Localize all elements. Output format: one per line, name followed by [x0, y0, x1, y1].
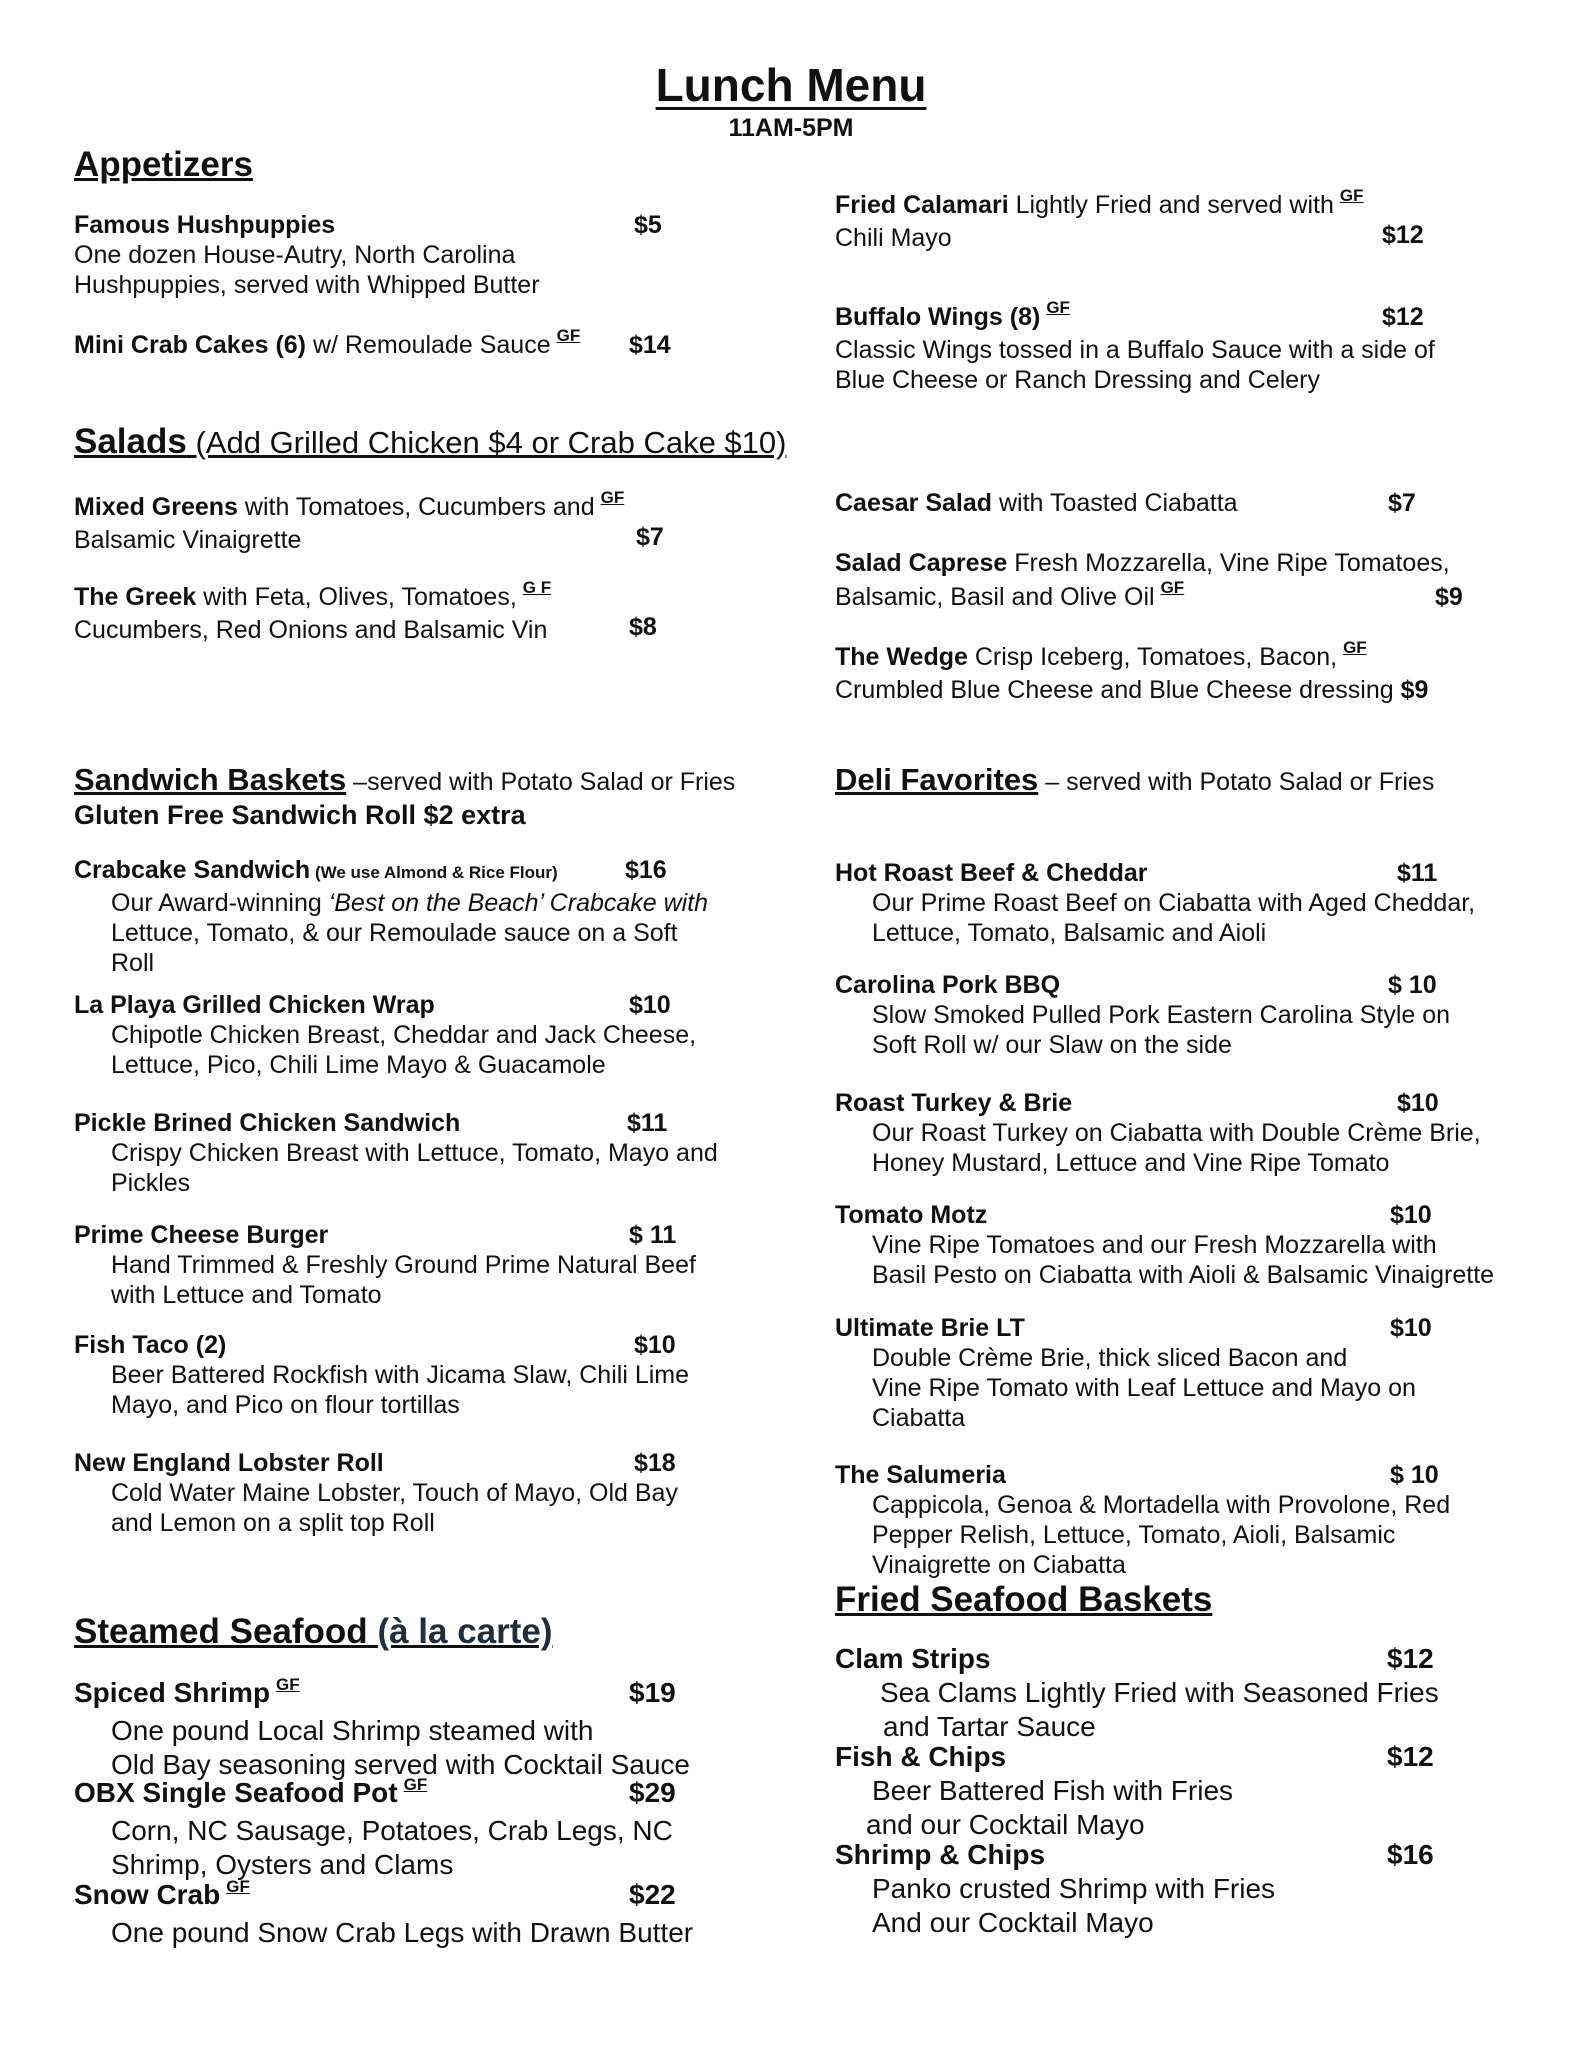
- gf-badge: GF: [226, 1877, 250, 1896]
- item-desc: Our Prime Roast Beef on Ciabatta with Aged Cheddar,: [872, 889, 1476, 917]
- gf-badge: GF: [556, 326, 581, 345]
- item-desc: with Lettuce and Tomato: [111, 1281, 382, 1309]
- item-desc: Sea Clams Lightly Fried with Seasoned Fries: [880, 1677, 1439, 1708]
- item-price: $7: [636, 523, 664, 551]
- item-desc: One pound Snow Crab Legs with Drawn Butter: [111, 1917, 694, 1948]
- item-name: Clam Strips: [835, 1643, 991, 1674]
- item-name: Fish Taco (2): [74, 1331, 227, 1359]
- menu-item-obx-seafood-pot: [74, 1776, 774, 1882]
- item-price: $16: [1387, 1839, 1434, 1870]
- item-name: Fried Calamari: [835, 191, 1009, 219]
- menu-item-mixed-greens: [74, 488, 694, 555]
- item-price: $ 10: [1390, 1461, 1439, 1489]
- item-name: Fish & Chips: [835, 1741, 1007, 1772]
- item-price: $12: [1387, 1741, 1434, 1772]
- item-desc: Cucumbers, Red Onions and Balsamic Vin: [74, 616, 548, 644]
- item-price: $8: [629, 613, 657, 641]
- item-desc: and Tartar Sauce: [883, 1711, 1096, 1742]
- menu-item-buffalo-wings: [835, 298, 1515, 395]
- item-desc: Pepper Relish, Lettuce, Tomato, Aioli, Balsamic: [872, 1521, 1396, 1549]
- menu-item-the-salumeria: [835, 1460, 1535, 1580]
- menu-item-salad-caprese: [835, 548, 1515, 615]
- deli-heading: Deli Favorites: [835, 762, 1039, 797]
- sandwich-sub: –served with Potato Salad or Fries: [346, 768, 736, 796]
- item-desc: Old Bay seasoning served with Cocktail Sauce: [111, 1749, 690, 1780]
- menu-item-chicken-wrap: [74, 990, 754, 1080]
- item-desc: Beer Battered Rockfish with Jicama Slaw, Chili Lime: [111, 1361, 690, 1389]
- item-price: $14: [629, 331, 671, 359]
- item-desc: Balsamic, Basil and Olive Oil: [835, 583, 1155, 611]
- item-price: $22: [629, 1879, 676, 1910]
- item-desc: Crisp Iceberg, Tomatoes, Bacon,: [967, 643, 1338, 671]
- item-price: $9: [1435, 583, 1463, 611]
- salads-heading: Salads (Add Grilled Chicken $4 or Crab Cake $10): [74, 422, 787, 461]
- item-desc: Balsamic Vinaigrette: [74, 526, 302, 554]
- menu-item-roast-turkey-brie: [835, 1088, 1535, 1178]
- item-desc: Cold Water Maine Lobster, Touch of Mayo, Old Bay: [111, 1479, 678, 1507]
- item-price: $10: [1390, 1201, 1432, 1229]
- deli-sub: – served with Potato Salad or Fries: [1038, 768, 1435, 796]
- item-desc: and Lemon on a split top Roll: [111, 1509, 435, 1537]
- gluten-free-roll-note: Gluten Free Sandwich Roll $2 extra: [74, 800, 526, 830]
- menu-item-tomato-motz: [835, 1200, 1535, 1290]
- menu-item-the-wedge: [835, 638, 1515, 705]
- gf-badge: GF: [276, 1675, 300, 1694]
- item-desc: Honey Mustard, Lettuce and Vine Ripe Tomato: [872, 1149, 1390, 1177]
- item-name: Prime Cheese Burger: [74, 1221, 329, 1249]
- item-name: Shrimp & Chips: [835, 1839, 1046, 1870]
- item-name: The Greek: [74, 583, 197, 611]
- menu-item-snow-crab: [74, 1878, 774, 1950]
- item-desc: with Toasted Ciabatta: [992, 489, 1238, 517]
- item-desc: One dozen House-Autry, North Carolina: [74, 241, 516, 269]
- item-desc: Lettuce, Pico, Chili Lime Mayo & Guacamole: [111, 1051, 606, 1079]
- item-price: $10: [634, 1331, 676, 1359]
- item-name: Crabcake Sandwich: [74, 856, 311, 884]
- item-price: $12: [1382, 221, 1424, 249]
- item-name: OBX Single Seafood Pot: [74, 1777, 398, 1808]
- item-price: $10: [1397, 1089, 1439, 1117]
- item-note: (We use Almond & Rice Flour): [310, 863, 558, 882]
- item-desc: Vine Ripe Tomatoes and our Fresh Mozzarella with: [872, 1231, 1437, 1259]
- hours: 11AM-5PM: [728, 114, 854, 142]
- item-price: $19: [629, 1677, 676, 1708]
- item-name: La Playa Grilled Chicken Wrap: [74, 991, 435, 1019]
- item-price: $29: [629, 1777, 676, 1808]
- item-desc: Vine Ripe Tomato with Leaf Lettuce and Mayo on: [872, 1374, 1416, 1402]
- item-desc: Our Award-winning: [111, 889, 329, 917]
- gf-badge: GF: [1343, 638, 1367, 657]
- menu-item-crabcake-sandwich: [74, 855, 754, 978]
- menu-item-mini-crab-cakes: [74, 326, 694, 363]
- item-price: $7: [1388, 489, 1416, 517]
- item-desc: Chili Mayo: [835, 224, 952, 252]
- item-desc: Hushpuppies, served with Whipped Butter: [74, 271, 540, 299]
- item-desc: Beer Battered Fish with Fries: [872, 1775, 1234, 1806]
- menu-item-the-greek: [74, 578, 694, 645]
- item-name: Hot Roast Beef & Cheddar: [835, 859, 1148, 887]
- menu-item-ultimate-brie-lt: [835, 1313, 1535, 1433]
- item-desc: Pickles: [111, 1169, 191, 1197]
- item-price: $12: [1387, 1643, 1434, 1674]
- item-desc: Crumbled Blue Cheese and Blue Cheese dressing: [835, 676, 1394, 704]
- item-desc: Crispy Chicken Breast with Lettuce, Tomato, Mayo and: [111, 1139, 718, 1167]
- menu-item-shrimp-chips: [835, 1838, 1535, 1940]
- item-desc: Shrimp, Oysters and Clams: [111, 1849, 454, 1880]
- deli-heading-block: [835, 762, 1434, 798]
- item-name: New England Lobster Roll: [74, 1449, 384, 1477]
- menu-item-caesar-salad: [835, 488, 1455, 518]
- item-name: Mini Crab Cakes (6): [74, 331, 307, 359]
- item-name: Caesar Salad: [835, 489, 993, 517]
- sandwich-heading-block: [74, 762, 735, 831]
- item-price: $ 10: [1388, 971, 1437, 999]
- item-desc: Lettuce, Tomato, & our Remoulade sauce on a Soft: [111, 919, 678, 947]
- item-price: $ 11: [629, 1221, 677, 1249]
- item-name: Roast Turkey & Brie: [835, 1089, 1073, 1117]
- item-desc: Corn, NC Sausage, Potatoes, Crab Legs, NC: [111, 1815, 673, 1846]
- gf-badge: GF: [1160, 578, 1185, 597]
- item-name: Spiced Shrimp: [74, 1677, 271, 1708]
- gf-badge: GF: [1339, 186, 1364, 205]
- item-desc: Soft Roll w/ our Slaw on the side: [872, 1031, 1232, 1059]
- item-name: Tomato Motz: [835, 1201, 988, 1229]
- item-desc: w/ Remoulade Sauce: [306, 331, 551, 359]
- item-desc: Lettuce, Tomato, Balsamic and Aioli: [872, 919, 1267, 947]
- item-desc: Roll: [111, 949, 155, 977]
- gf-badge: GF: [403, 1775, 428, 1794]
- steamed-note: (à la carte): [377, 1612, 553, 1651]
- item-price: $18: [634, 1449, 676, 1477]
- sandwich-heading: Sandwich Baskets: [74, 762, 347, 797]
- menu-item-spiced-shrimp: [74, 1676, 774, 1782]
- item-desc: Basil Pesto on Ciabatta with Aioli & Balsamic Vinaigrette: [872, 1261, 1495, 1289]
- appetizers-heading: Appetizers: [74, 145, 253, 184]
- item-price: $10: [1390, 1314, 1432, 1342]
- item-name: The Salumeria: [835, 1461, 1006, 1489]
- item-price: $12: [1382, 303, 1424, 331]
- menu-item-clam-strips: [835, 1642, 1535, 1744]
- item-price: $11: [627, 1109, 668, 1137]
- gf-badge: GF: [600, 488, 625, 507]
- gf-badge: GF: [1046, 298, 1070, 317]
- item-name: Salad Caprese: [835, 549, 1008, 577]
- item-desc: Double Crème Brie, thick sliced Bacon and: [872, 1344, 1348, 1372]
- item-price: $9: [1400, 676, 1429, 704]
- item-desc: Mayo, and Pico on flour tortillas: [111, 1391, 460, 1419]
- item-desc: with Feta, Olives, Tomatoes,: [196, 583, 517, 611]
- item-name: Famous Hushpuppies: [74, 211, 336, 239]
- item-desc: Blue Cheese or Ranch Dressing and Celery: [835, 366, 1320, 394]
- item-name: Snow Crab: [74, 1879, 221, 1910]
- item-desc: ‘Best on the Beach’ Crabcake with: [328, 889, 709, 917]
- item-name: Mixed Greens: [74, 493, 238, 521]
- item-desc: Lightly Fried and served with: [1008, 191, 1334, 219]
- item-desc: Hand Trimmed & Freshly Ground Prime Natural Beef: [111, 1251, 696, 1279]
- menu-item-prime-cheese-burger: [74, 1220, 754, 1310]
- item-price: $16: [625, 856, 667, 884]
- item-desc: Chipotle Chicken Breast, Cheddar and Jack Cheese,: [111, 1021, 697, 1049]
- menu-item-fish-taco: [74, 1330, 754, 1420]
- item-desc: Cappicola, Genoa & Mortadella with Provolone, Red: [872, 1491, 1451, 1519]
- item-name: The Wedge: [835, 643, 968, 671]
- menu-item-carolina-pork-bbq: [835, 970, 1535, 1060]
- steamed-seafood-heading: Steamed Seafood (à la carte): [74, 1612, 553, 1651]
- item-desc: and our Cocktail Mayo: [866, 1809, 1145, 1840]
- menu-item-pickle-brined-chicken: [74, 1108, 754, 1198]
- item-name: Buffalo Wings (8): [835, 303, 1041, 331]
- item-desc: with Tomatoes, Cucumbers and: [237, 493, 595, 521]
- gf-badge: G F: [522, 578, 552, 597]
- item-desc: Classic Wings tossed in a Buffalo Sauce with a side of: [835, 336, 1435, 364]
- item-name: Ultimate Brie LT: [835, 1314, 1025, 1342]
- page-title: Lunch Menu: [655, 59, 927, 111]
- item-name: Pickle Brined Chicken Sandwich: [74, 1109, 461, 1137]
- item-desc: Vinaigrette on Ciabatta: [872, 1551, 1126, 1579]
- item-desc: Our Roast Turkey on Ciabatta with Double Crème Brie,: [872, 1119, 1481, 1147]
- item-price: $11: [1397, 859, 1438, 887]
- item-desc: Fresh Mozzarella, Vine Ripe Tomatoes,: [1007, 549, 1450, 577]
- item-desc: Ciabatta: [872, 1404, 966, 1432]
- menu-item-fish-chips: [835, 1740, 1535, 1842]
- menu-item-hot-roast-beef: [835, 858, 1535, 948]
- item-desc: And our Cocktail Mayo: [872, 1907, 1154, 1938]
- menu-item-fried-calamari: [835, 186, 1455, 253]
- menu-item-lobster-roll: [74, 1448, 754, 1538]
- item-price: $10: [629, 991, 671, 1019]
- salads-note: (Add Grilled Chicken $4 or Crab Cake $10): [186, 425, 787, 460]
- item-price: $5: [634, 211, 662, 239]
- fried-seafood-heading: Fried Seafood Baskets: [835, 1580, 1213, 1619]
- item-desc: Panko crusted Shrimp with Fries: [872, 1873, 1276, 1904]
- item-desc: Slow Smoked Pulled Pork Eastern Carolina Style on: [872, 1001, 1451, 1029]
- item-desc: One pound Local Shrimp steamed with: [111, 1715, 594, 1746]
- item-name: Carolina Pork BBQ: [835, 971, 1061, 999]
- menu-item-hushpuppies: [74, 210, 674, 300]
